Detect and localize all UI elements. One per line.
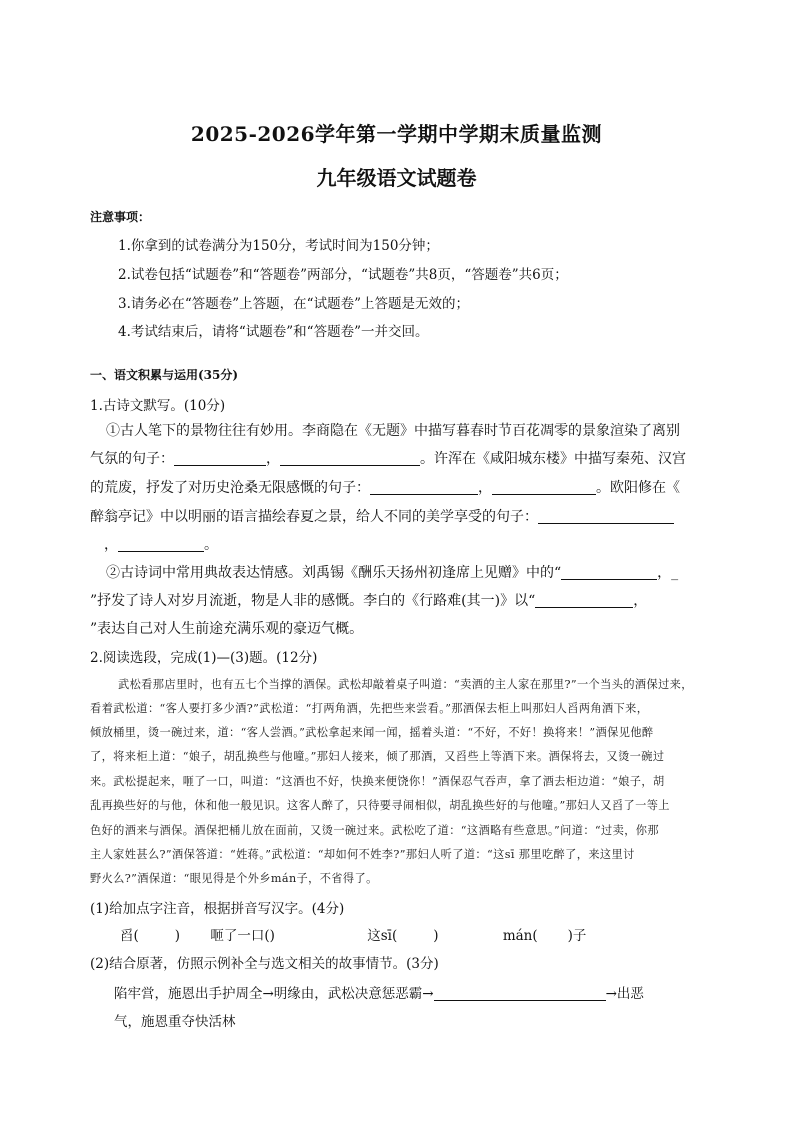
subquestion-1: (1)给加点字注音，根据拼音写汉字。(4分) xyxy=(90,901,345,917)
exam-title: 2025-2026学年第一学期中学期末质量监测 xyxy=(190,122,603,146)
answer-blank[interactable] xyxy=(118,537,204,552)
answer-blank[interactable] xyxy=(174,451,266,466)
q1-text: ”抒发了诗人对岁月流逝，物是人非的感慨。李白的《行路难(其一)》以“ xyxy=(90,593,536,609)
pinyin-item: mán( xyxy=(502,928,538,944)
answer-blank[interactable] xyxy=(280,451,420,466)
pinyin-item: 咂了一口( xyxy=(210,928,270,944)
q1-line xyxy=(106,562,678,582)
answer-blank[interactable] xyxy=(561,565,657,580)
pinyin-item: 舀( xyxy=(120,928,139,944)
passage-line: 野火么?”酒保道：“眼见得是个外乡mán子，不省得了。 xyxy=(90,872,378,885)
question-1-title: 1.古诗文默写。(10分) xyxy=(90,398,226,414)
q1-line xyxy=(104,534,218,554)
q1-text: ， xyxy=(478,480,492,496)
q1-line xyxy=(90,506,674,526)
q1-text: ， xyxy=(633,593,648,609)
passage-line: 看着武松道：“客人要打多少酒?”武松道：“打两角酒，先把些来尝看。”那酒保去柜上叫那妇人舀两角酒下来， xyxy=(90,702,649,715)
q1-line xyxy=(90,590,647,610)
pinyin-item: ) xyxy=(433,928,439,944)
notice-heading: 注意事项： xyxy=(90,210,151,224)
notice-item: 1.你拿到的试卷满分为150分，考试时间为150分钟； xyxy=(118,238,439,254)
passage-line: 倾放桶里，烫一碗过来，道：“客人尝酒。”武松拿起来闻一闻，摇着头道：“不好，不好！换将来！”酒保见他醉 xyxy=(90,726,654,739)
q1-text: 。许浑在《咸阳城东楼》中描写秦苑、汉宫 xyxy=(420,451,686,467)
q1-text: 的荒废，抒发了对历史沧桑无限感慨的句子： xyxy=(90,480,370,496)
pinyin-item: ) xyxy=(174,928,181,944)
pinyin-row xyxy=(120,924,586,944)
pinyin-item: 这sī( xyxy=(367,928,398,944)
q1-text: 。欧阳修在《 xyxy=(596,480,680,496)
passage-line: 了，将来柜上道：“娘子，胡乱换些与他噇。”那妇人接来，倾了那酒，又舀些上等酒下来。酒保将去，又烫一碗过 xyxy=(90,750,665,763)
section-heading: 一、语文积累与运用(35分) xyxy=(90,368,239,382)
subquestion-2: (2)结合原著，仿照示例补全与选文相关的故事情节。(3分) xyxy=(90,956,439,972)
q1-text: 。 xyxy=(204,537,218,553)
plot-text: →出恶 xyxy=(605,986,644,1002)
plot-line xyxy=(114,982,644,1002)
exam-subtitle: 九年级语文试题卷 xyxy=(316,166,477,190)
answer-blank[interactable] xyxy=(370,480,478,495)
passage-line: 色好的酒来与酒保。酒保把桶儿放在面前，又烫一碗过来。武松吃了道：“这酒略有些意思。”问道：“过卖，你那 xyxy=(90,824,659,837)
answer-blank[interactable] xyxy=(434,986,606,1001)
passage-line: 来。武松提起来，咂了一口，叫道：“这酒也不好，快换来便饶你！”酒保忍气吞声，拿了酒去柜边道：“娘子，胡 xyxy=(90,775,665,788)
plot-text: 陷牢営，施恩出手护周全→明缘由，武松决意惩恶霸→ xyxy=(114,986,434,1002)
q1-text: ①古人笔下的景物往往有妙用。李商隐在《无题》中描写暮春时节百花凋零的景象渲染了离别 xyxy=(106,423,680,439)
pinyin-item: )子 xyxy=(567,928,587,944)
answer-blank[interactable] xyxy=(535,593,633,608)
passage-line: 乱再换些好的与他，休和他一般见识。这客人醉了，只待要寻闹相似，胡乱换些好的与他噇。”那妇人又舀了一等上 xyxy=(90,799,670,812)
q1-text: ， xyxy=(266,451,280,467)
q1-text: ②古诗词中常用典故表达情感。刘禹锡《酬乐天扬州初逢席上见赠》中的“ xyxy=(106,565,562,581)
plot-text: 气，施恩重夺快活林 xyxy=(114,1014,236,1030)
q1-line xyxy=(90,448,686,468)
answer-blank[interactable] xyxy=(492,480,596,495)
passage-line: 主人家姓甚么?”酒保答道：“姓蒋。”武松道：“却如何不姓李?”那妇人听了道：“这sī 那里吃醉了，来这里讨 xyxy=(90,848,635,861)
pinyin-item: ) xyxy=(269,928,275,944)
notice-item: 2.试卷包括“试题卷”和“答题卷”两部分，“试题卷”共8页，“答题卷”共6页； xyxy=(118,267,568,283)
q1-text: 气氛的句子： xyxy=(90,451,174,467)
q1-text: ， xyxy=(104,537,118,553)
q1-text: ，_ xyxy=(657,565,679,581)
q1-text: 醉翁亭记》中以明丽的语言描绘春夏之景，给人不同的美学享受的句子： xyxy=(90,509,538,525)
notice-item: 4.考试结束后，请将“试题卷”和“答题卷”一并交回。 xyxy=(118,324,429,340)
q1-line xyxy=(90,477,680,497)
passage-line: 武松看那店里时，也有五七个当撑的酒保。武松却敲着桌子叫道：“卖酒的主人家在那里?”一个当头的酒保过来， xyxy=(118,678,693,691)
q1-text: ”表达自己对人生前途充满乐观的豪迈气概。 xyxy=(90,621,364,637)
notice-item: 3.请务必在“答题卷”上答题，在“试题卷”上答题是无效的； xyxy=(118,296,469,312)
answer-blank[interactable] xyxy=(538,509,674,524)
question-2-title: 2.阅读选段，完成(1)—(3)题。(12分) xyxy=(90,650,318,666)
